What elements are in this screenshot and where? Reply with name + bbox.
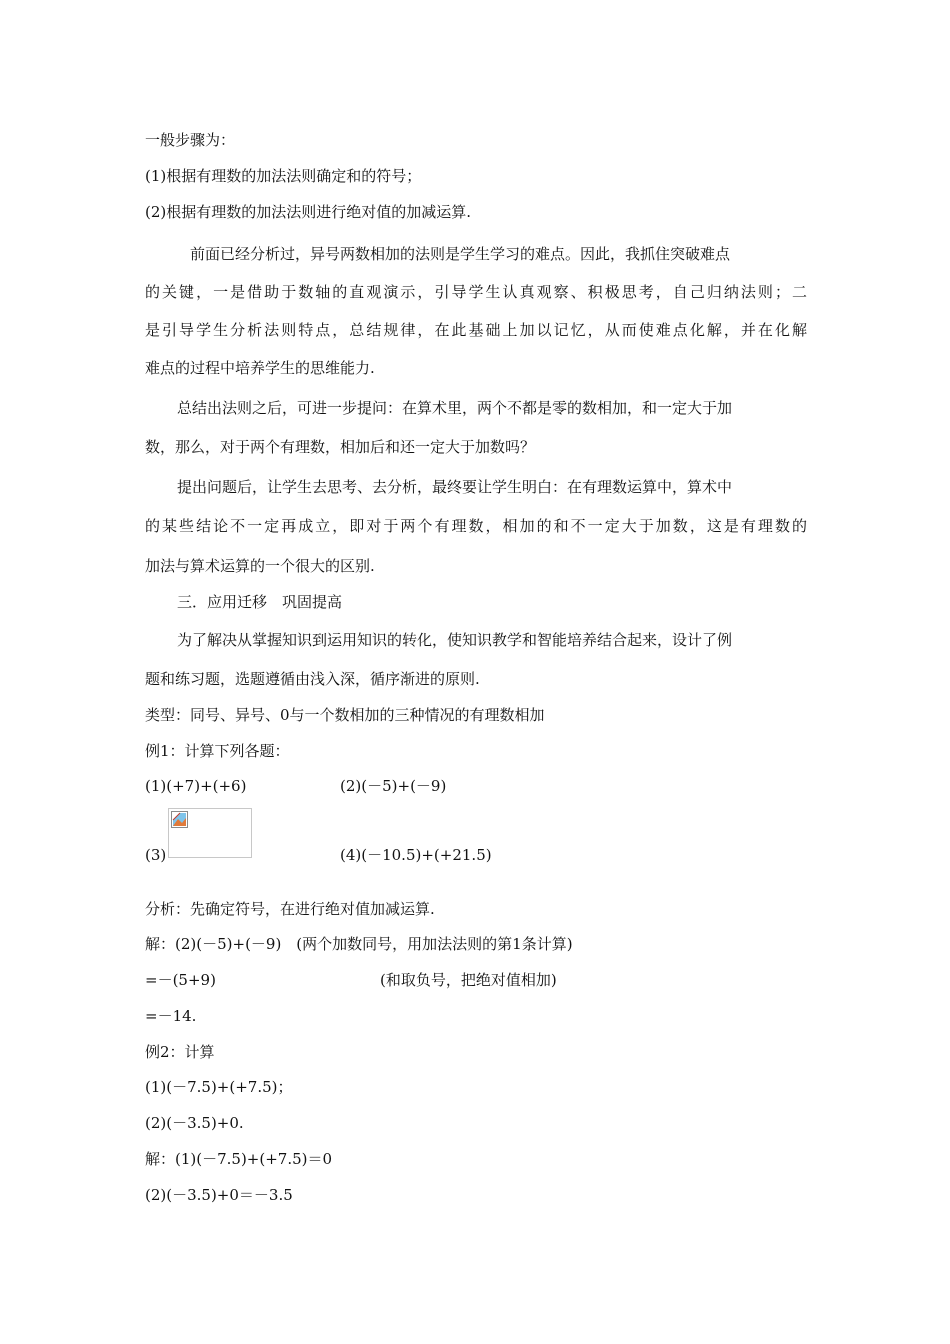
paragraph-4-line-1: 为了解决从掌握知识到运用知识的转化，使知识教学和智能培养结合起来，设计了例: [177, 631, 733, 649]
example-2-question-1: (1)(－7.5)+(+7.5)；: [145, 1078, 293, 1096]
paragraph-1-line-3: 是引导学生分析法则特点，总结规律，在此基础上加以记忆，从而使难点化解，并在化解: [145, 321, 807, 339]
type-line: 类型：同号、异号、0与一个数相加的三种情况的有理数相加: [145, 706, 545, 724]
example-1-question-3: (3): [145, 846, 167, 864]
image-placeholder: [168, 808, 252, 858]
paragraph-1-line-4: 难点的过程中培养学生的思维能力.: [145, 359, 375, 377]
steps-heading: 一般步骤为：: [145, 131, 236, 149]
example-2-heading: 例2：计算: [145, 1043, 215, 1061]
broken-image-icon: [171, 811, 188, 828]
example-2-question-2: (2)(－3.5)+0.: [145, 1114, 244, 1132]
analysis-line: 分析：先确定符号，在进行绝对值加减运算.: [145, 900, 435, 918]
step-1: (1)根据有理数的加法法则确定和的符号；: [145, 167, 422, 185]
paragraph-3-line-2: 的某些结论不一定再成立，即对于两个有理数，相加的和不一定大于加数，这是有理数的: [145, 517, 807, 535]
section-heading: 三．应用迁移 巩固提高: [177, 593, 343, 611]
paragraph-2-line-2: 数，那么，对于两个有理数，相加后和还一定大于加数吗？: [145, 438, 536, 456]
solution-line-2-note: (和取负号，把绝对值相加): [380, 971, 557, 989]
example-1-question-4: (4)(－10.5)+(+21.5): [340, 846, 492, 864]
example-1-heading: 例1：计算下列各题：: [145, 742, 290, 760]
example-1-question-2: (2)(－5)+(－9): [340, 777, 447, 795]
solution-line-3: =－14.: [145, 1007, 197, 1025]
paragraph-3-line-3: 加法与算术运算的一个很大的区别.: [145, 557, 375, 575]
paragraph-3-line-1: 提出问题后，让学生去思考、去分析，最终要让学生明白：在有理数运算中，算术中: [177, 478, 733, 496]
example-1-question-1: (1)(+7)+(+6): [145, 777, 247, 795]
paragraph-4-line-2: 题和练习题，选题遵循由浅入深，循序渐进的原则.: [145, 670, 480, 688]
paragraph-1-line-2: 的关键，一是借助于数轴的直观演示，引导学生认真观察、积极思考，自己归纳法则；二: [145, 283, 807, 301]
example-2-solution-1: 解：(1)(－7.5)+(+7.5)＝0: [145, 1150, 333, 1168]
solution-line-1: 解：(2)(－5)+(－9) (两个加数同号，用加法法则的第1条计算): [145, 935, 573, 953]
paragraph-1-line-1: 前面已经分析过，异号两数相加的法则是学生学习的难点。因此，我抓住突破难点: [190, 245, 731, 263]
solution-line-2: =－(5+9): [145, 971, 216, 989]
step-2: (2)根据有理数的加法法则进行绝对值的加减运算.: [145, 203, 472, 221]
paragraph-2-line-1: 总结出法则之后，可进一步提问：在算术里，两个不都是零的数相加，和一定大于加: [177, 399, 733, 417]
example-2-solution-2: (2)(－3.5)+0＝－3.5: [145, 1186, 293, 1204]
